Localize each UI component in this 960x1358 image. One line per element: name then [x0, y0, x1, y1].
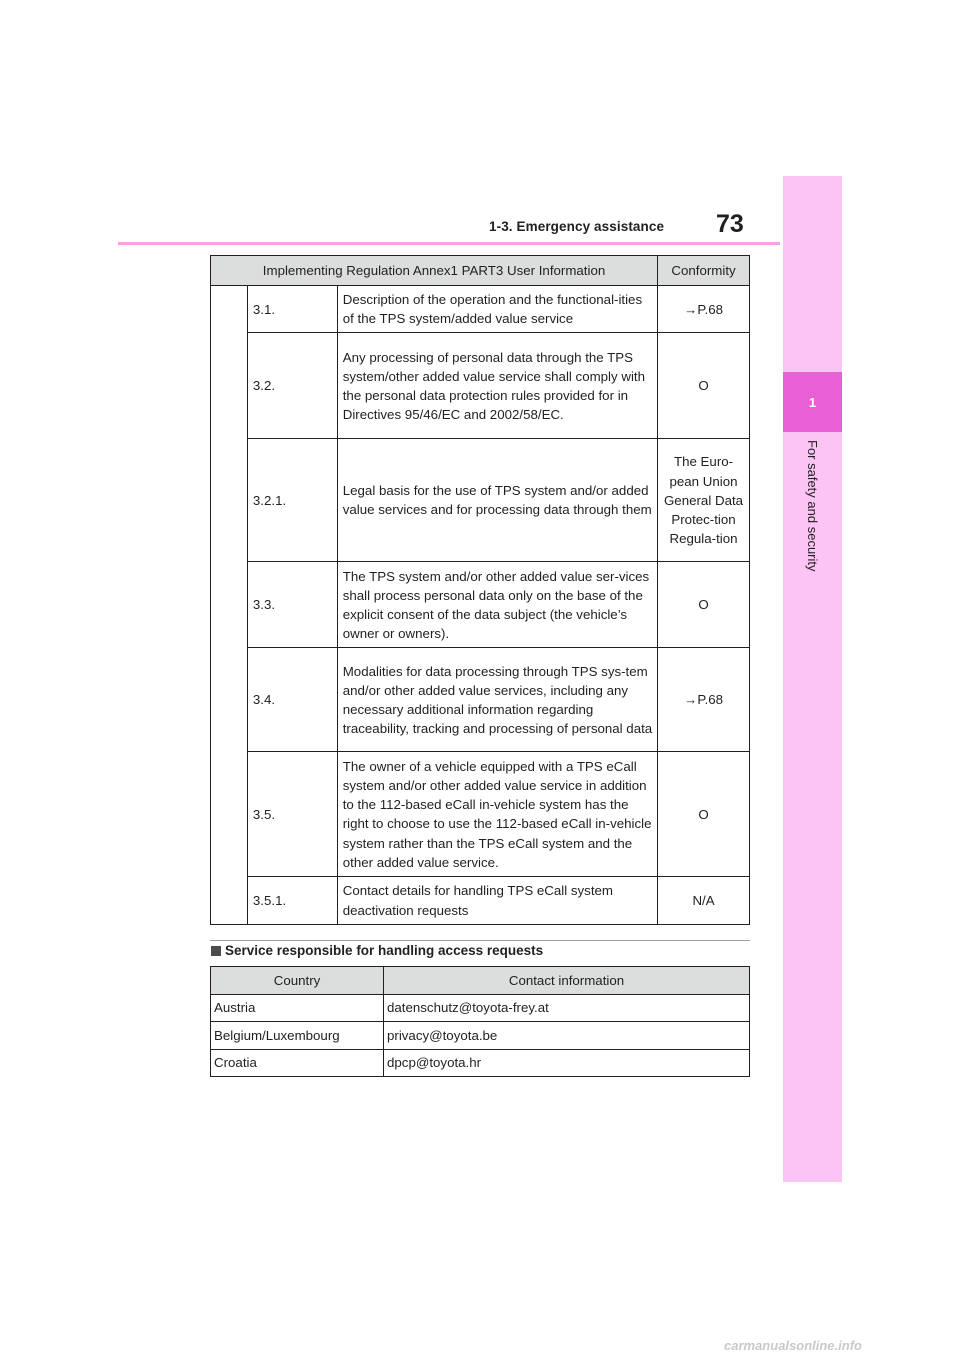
chapter-title-text: For safety and security	[805, 440, 820, 572]
indent-cell	[211, 286, 248, 925]
header-contact-information: Contact information	[384, 967, 750, 995]
table-row	[211, 648, 750, 752]
row-description: Any processing of personal data through the TPS system/other added value service shall comply with the personal data protection rules provided for in Directives 95/46/EC and 2002/58/EC.	[337, 333, 657, 439]
country-cell: Croatia	[211, 1049, 384, 1077]
row-number: 3.2.	[247, 333, 337, 439]
row-conformity: O	[658, 562, 750, 648]
section-heading-text: Service responsible for handling access requests	[225, 943, 544, 958]
row-conformity: O	[658, 752, 750, 877]
header-rule	[118, 242, 780, 245]
section-title: 1-3. Emergency assistance	[489, 219, 665, 234]
row-conformity: →P.68	[658, 648, 750, 752]
row-conformity: O	[658, 333, 750, 439]
row-number: 3.2.1.	[247, 439, 337, 562]
chapter-side-tab	[783, 176, 842, 1182]
row-description: The owner of a vehicle equipped with a TPS eCall system and/or other added value service in addition to the 112-based eCall in-vehicle system has the right to choose to use the 112-based eCall in-vehicle system rather than the TPS eCall system and the other added value service.	[337, 752, 657, 877]
table-row	[211, 1049, 750, 1077]
row-number: 3.5.1.	[247, 877, 337, 924]
chapter-number: 1	[783, 372, 842, 432]
table-row	[211, 877, 750, 924]
table-row	[211, 562, 750, 648]
row-conformity: N/A	[658, 877, 750, 924]
row-description: Modalities for data processing through TPS sys-tem and/or other added value services, including any necessary additional information regarding traceability, tracking and processing of personal data	[337, 648, 657, 752]
page-number: 73	[716, 210, 744, 238]
table-row	[211, 1022, 750, 1050]
table-row	[211, 286, 750, 333]
row-conformity: The Euro-pean Union General Data Protec-tion Regula-tion	[658, 439, 750, 562]
conformity-table	[210, 255, 750, 925]
country-cell: Belgium/Luxembourg	[211, 1022, 384, 1050]
row-description: Contact details for handling TPS eCall system deactivation requests	[337, 877, 657, 924]
row-number: 3.4.	[247, 648, 337, 752]
contact-cell: privacy@toyota.be	[384, 1022, 750, 1050]
table-row	[211, 439, 750, 562]
row-description: Description of the operation and the functional-ities of the TPS system/added value service	[337, 286, 657, 333]
row-number: 3.3.	[247, 562, 337, 648]
square-bullet-icon	[211, 946, 221, 956]
section-divider	[210, 940, 750, 941]
row-description: Legal basis for the use of TPS system and/or added value services and for processing data through them	[337, 439, 657, 562]
contact-cell: datenschutz@toyota-frey.at	[384, 994, 750, 1022]
row-number: 3.1.	[247, 286, 337, 333]
header-country: Country	[211, 967, 384, 995]
section-heading	[211, 943, 543, 958]
contact-cell: dpcp@toyota.hr	[384, 1049, 750, 1077]
row-number: 3.5.	[247, 752, 337, 877]
contacts-table	[210, 966, 750, 1077]
row-conformity: →P.68	[658, 286, 750, 333]
table-row	[211, 994, 750, 1022]
header-user-information: Implementing Regulation Annex1 PART3 User Information	[211, 256, 658, 286]
row-description: The TPS system and/or other added value ser-vices shall process personal data only on the base of the explicit consent of the data subject (the vehicle’s owner or owners).	[337, 562, 657, 648]
chapter-title	[783, 440, 842, 640]
country-cell: Austria	[211, 994, 384, 1022]
table-header-row	[211, 967, 750, 995]
table-row	[211, 752, 750, 877]
header-conformity: Conformity	[658, 256, 750, 286]
table-header-row	[211, 256, 750, 286]
watermark: carmanualsonline.info	[724, 1338, 862, 1353]
table-row	[211, 333, 750, 439]
